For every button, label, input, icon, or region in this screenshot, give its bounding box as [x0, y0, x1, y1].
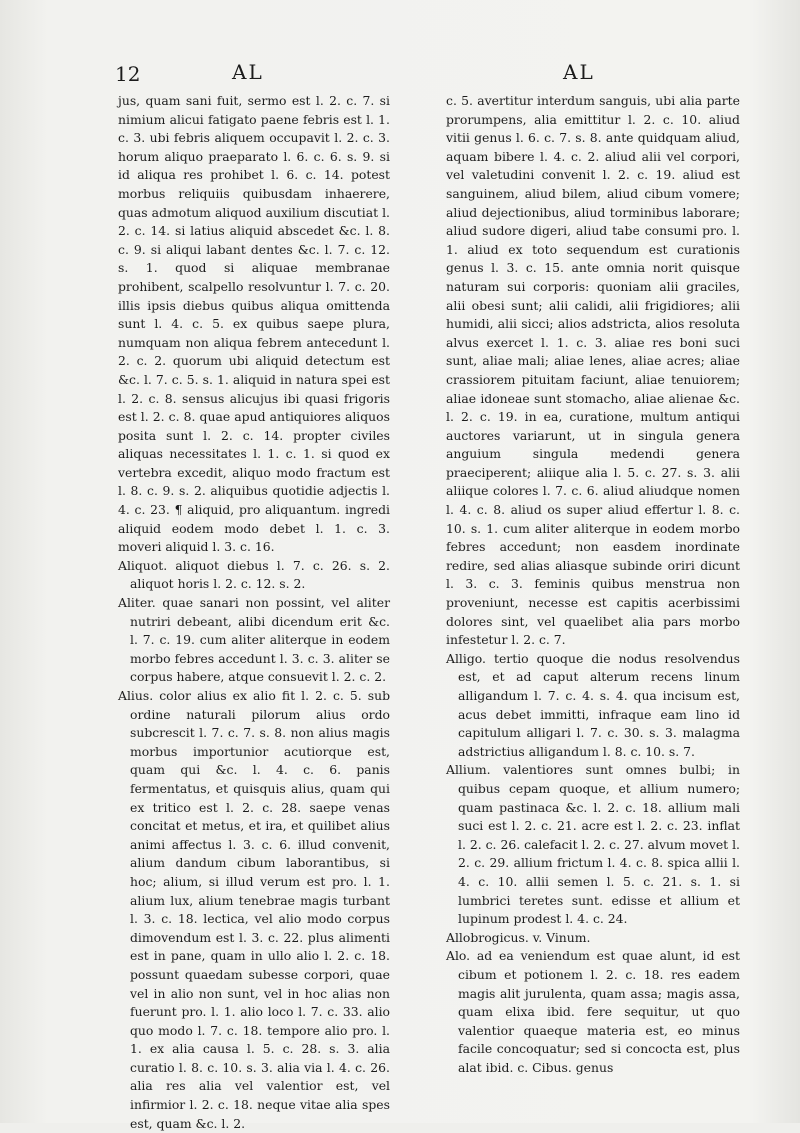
entry-aliquot: Aliquot. aliquot diebus l. 7. c. 26. s. 2. aliquot horis l. 2. c. 12. s. 2.: [118, 557, 390, 592]
entry-alius: Alius. color alius ex alio fit l. 2. c. 5. sub ordine naturali pilorum alius ordo subcrescit l. 7. c. 7. s. 8. non alius magis morbus importunior acutiorque est, quam qui &c. l. 4. c. 6. panis fermentatus, et quisquis alius, quam qui ex tritico est l. 2. c. 28. saepe venas concitat et metus, et ira, et quilibet alius animi affectus l. 3. c. 6. illud convenit, alium dandum cibum laborantibus, si hoc; alium, si illud verum est pro. l. 1. alium lux, alium tenebrae magis turbant l. 3. c. 18. lectica, vel alio modo corpus dimovendum est l. 3. c. 22. plus alimenti est in pane, quam in ullo alio l. 2. c. 18. possunt quaedam subesse corpori, quae vel in alio non sunt, vel in hoc alias non fuerunt pro. l. 1. alio loco l. 7. c. 33. alio quo modo l. 7. c. 18. tempore alio pro. l. 1. ex alia causa l. 5. c. 28. s. 3. alia curatio l. 8. c. 10. s. 3. alia via l. 4. c. 26. alia res alia vel valentior est, vel infirmior l. 2. c. 18. neque vitae alia spes est, quam &c. l. 2.: [118, 688, 390, 1131]
left-column: [118, 92, 390, 1133]
entry-continuation: jus, quam sani fuit, sermo est l. 2. c. 7. si nimium alicui fatigato paene febris est l. 1. c. 3. ubi febris aliquem occupavit l. 2. c. 3. horum aliquo praeparato l. 6. c. 6. s. 9. si id aliqua res prohibet l. 6. c. 14. potest morbus reliquiis quibusdam inhaerere, quas admotum aliquod auxilium discutiat l. 2. c. 14. si latius aliquid abscedet &c. l. 8. c. 9. si aliqui labant dentes &c. l. 7. c. 12. s. 1. quod si aliquae membranae prohibent, scalpello resolvuntur l. 7. c. 20. illis ipsis diebus quibus aliqua omittenda sunt l. 4. c. 5. ex quibus saepe plura, numquam non aliqua febrem antecedunt l. 2. c. 2. quorum ubi aliquid detectum est &c. l. 7. c. 5. s. 1. aliquid in natura spei est l. 2. c. 8. sensus alicujus ibi quasi frigoris est l. 2. c. 8. quae apud antiquiores aliquos posita sunt l. 2. c. 14. propter civiles aliquas necessitates l. 1. c. 1. si quod ex vertebra excedit, aliquo modo fractum est l. 8. c. 9. s. 2. aliquibus quotidie adjectis l. 4. c. 23. ¶ aliquid, pro aliquantum. ingredi aliquid eodem modo debet l. 1. c. 3. moveri aliquid l. 3. c. 16.: [118, 93, 390, 555]
entry-allium: Allium. valentiores sunt omnes bulbi; in quibus cepam quoque, et allium numero; quam pastinaca &c. l. 2. c. 18. allium mali suci est l. 2. c. 21. acre est l. 2. c. 23. inflat l. 2. c. 26. calefacit l. 2. c. 27. alvum movet l. 2. c. 29. allium frictum l. 4. c. 8. spica allii l. 4. c. 10. allii semen l. 5. c. 21. s. 1. si lumbrici teretes sunt. edisse et allium et lupinum prodest l. 4. c. 24.: [446, 762, 740, 927]
entry-continuation: c. 5. avertitur interdum sanguis, ubi alia parte prorumpens, alia emittitur l. 2. c. 10. aliud vitii genus l. 6. c. 7. s. 8. ante quidquam aliud, aquam bibere l. 4. c. 2. aliud alii vel corpori, vel valetudini convenit l. 2. c. 19. aliud est sanguinem, aliud bilem, aliud cibum vomere; aliud dejectionibus, aliud torminibus laborare; aliud sudore digeri, aliud tabe consumi pro. l. 1. aliud ex toto sequendum est curationis genus l. 3. c. 15. ante omnia norit quisque naturam sui corporis: quoniam alii graciles, alii obesi sunt; alii calidi, alii frigidiores; alii humidi, alii sicci; alios adstricta, alios resoluta alvus exercet l. 1. c. 3. aliae res boni suci sunt, aliae mali; aliae lenes, aliae acres; aliae crassiorem pituitam faciunt, aliae tenuiorem; aliae idoneae sunt stomacho, aliae alienae &c. l. 2. c. 19. in ea, curatione, multum antiqui auctores variarunt, ut in singula genera anguium singula medendi genera praeciperent; aliique alia l. 5. c. 27. s. 3. alii aliique colores l. 7. c. 6. aliud aliudque nomen l. 4. c. 8. aliud os super aliud effertur l. 8. c. 10. s. 1. cum aliter aliterque in eodem morbo febres accedunt; non easdem inordinate redire, sed alias aliasque subinde oriri dicunt l. 3. c. 3. feminis quibus menstrua non proveniunt, necesse est capitis acerbissimi dolores sint, vel quaelibet alia pars morbo infestetur l. 2. c. 7.: [446, 93, 740, 648]
entry-alligo: Alligo. tertio quoque die nodus resolvendus est, et ad caput alterum recens linum alligandum l. 7. c. 4. s. 4. qua incisum est, acus debet immitti, infraque eam lino id capitulum alligari l. 7. c. 30. s. 3. malagma adstrictius alligandum l. 8. c. 10. s. 7.: [446, 650, 740, 759]
entry-allobrogicus: Allobrogicus. v. Vinum.: [446, 929, 591, 945]
running-head-right: AL: [563, 60, 595, 84]
right-column: [446, 92, 740, 1077]
page-number: 12: [115, 62, 141, 86]
entry-aliter: Aliter. quae sanari non possint, vel aliter nutriri debeant, alibi dicendum erit &c. l. 7. c. 19. cum aliter aliterque in eodem morbo febres accedunt l. 3. c. 3. aliter se corpus habere, atque consuevit l. 2. c. 2.: [118, 595, 390, 685]
entry-alo: Alo. ad ea veniendum est quae alunt, id est cibum et potionem l. 2. c. 18. res eadem magis alit jurulenta, quam assa; magis assa, quam elixa ibid. fere sequitur, ut quo valentior quaeque materia est, eo minus facile concoquatur; sed si concocta est, plus alat ibid. c. Cibus. genus: [446, 948, 740, 1075]
running-head-left: AL: [232, 60, 264, 84]
